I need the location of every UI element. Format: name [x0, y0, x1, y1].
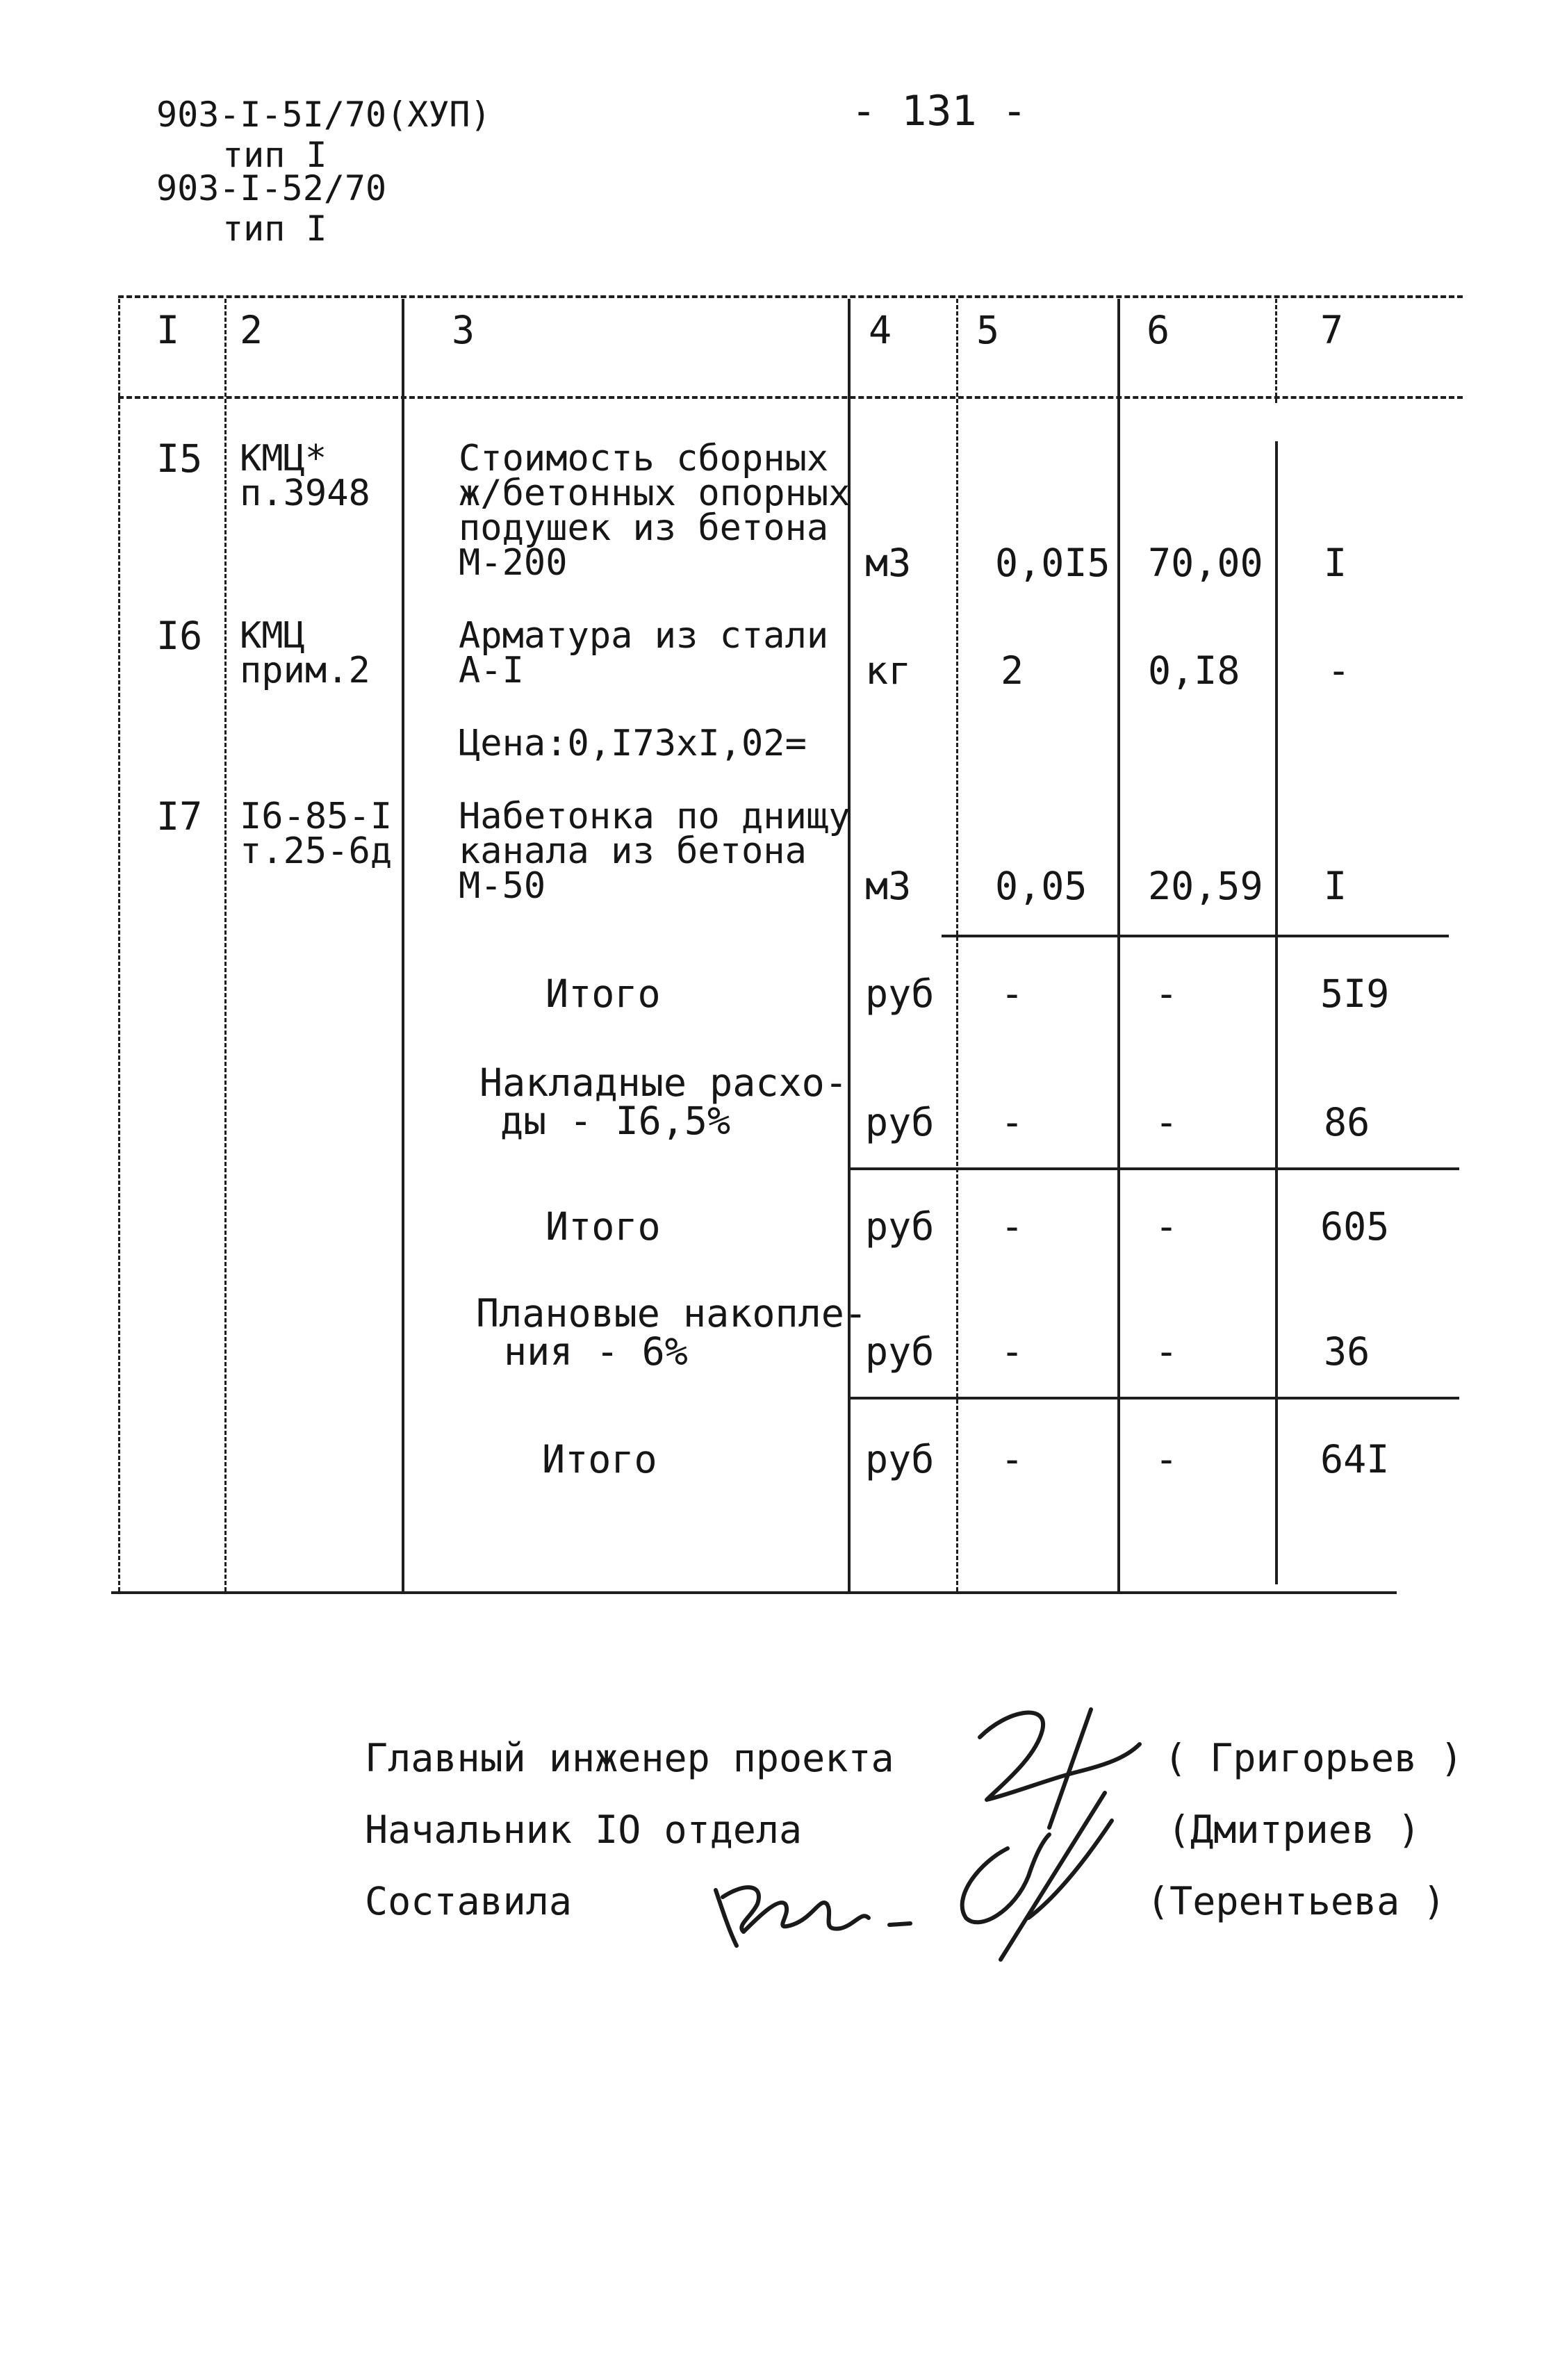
page-number: - 131 - [851, 87, 1027, 136]
col-border-left [118, 299, 120, 1591]
row-description: канала из бетона [459, 830, 807, 872]
row-quantity: 0,05 [995, 864, 1087, 908]
summary-price: - [1155, 1437, 1179, 1482]
summary-quantity: - [1001, 1329, 1024, 1374]
price-note: Цена:0,I73хI,02= [459, 723, 807, 764]
col-num-6: 6 [1147, 308, 1170, 352]
col-border-1 [224, 299, 227, 1591]
row-code: I6-85-I [240, 796, 393, 837]
signatory-name: (Дмитриев ) [1167, 1807, 1421, 1852]
table-top-border [118, 295, 1463, 298]
summary-price: - [1155, 1204, 1179, 1249]
row-total: - [1327, 648, 1351, 693]
row-unit: кг [865, 648, 912, 693]
signatory-title: Главный инженер проекта [365, 1736, 894, 1780]
separator-1 [942, 935, 1449, 937]
col-num-1: I [156, 308, 180, 352]
col-border-6 [1275, 299, 1277, 403]
row-price: 0,I8 [1148, 648, 1240, 693]
summary-unit: руб [865, 1204, 935, 1249]
row-number: I5 [156, 436, 203, 481]
row-description: М-200 [459, 542, 568, 584]
summary-quantity: - [1001, 1437, 1024, 1482]
summary-total: 5I9 [1320, 971, 1390, 1016]
summary-label: Накладные расхо- [479, 1060, 848, 1105]
summary-price: - [1155, 1100, 1179, 1144]
summary-label: Итого [545, 1204, 661, 1249]
col-num-3: 3 [452, 308, 475, 352]
signatory-title: Составила [365, 1879, 573, 1923]
row-code: КМЦ [240, 615, 305, 657]
row-code: п.3948 [240, 473, 370, 514]
summary-unit: руб [865, 1100, 935, 1144]
row-unit: м3 [865, 541, 912, 585]
row-total: I [1324, 864, 1347, 908]
summary-quantity: - [1001, 1204, 1024, 1249]
row-number: I7 [156, 794, 203, 839]
row-price: 20,59 [1148, 864, 1263, 908]
summary-total: 86 [1324, 1100, 1370, 1144]
doc-type-2: тип I [222, 208, 327, 249]
row-quantity: 0,0I5 [995, 541, 1110, 585]
summary-total: 605 [1320, 1204, 1390, 1249]
summary-label: ния - 6% [504, 1329, 688, 1374]
row-description: М-50 [459, 865, 546, 907]
row-code: прим.2 [240, 650, 370, 691]
summary-total: 36 [1324, 1329, 1370, 1374]
separator-3 [848, 1397, 1459, 1400]
row-code: КМЦ* [240, 438, 327, 479]
summary-unit: руб [865, 1437, 935, 1482]
handwritten-signature-dmitriev [924, 1779, 1153, 1973]
summary-label: Плановые накопле- [476, 1291, 867, 1336]
row-code: т.25-6д [240, 830, 393, 872]
row-description: ж/бетонных опорных [459, 473, 851, 514]
summary-price: - [1155, 1329, 1179, 1374]
row-description: Набетонка по днищу [459, 796, 851, 837]
summary-unit: руб [865, 971, 935, 1016]
summary-label: Итого [545, 971, 661, 1016]
summary-label: ды - I6,5% [500, 1099, 731, 1143]
row-unit: м3 [865, 864, 912, 908]
col-border-2 [402, 299, 404, 1591]
table-bottom-border [111, 1591, 1397, 1594]
col-num-5: 5 [976, 308, 1000, 352]
doc-type-1: тип I [222, 135, 327, 175]
row-quantity: 2 [1001, 648, 1024, 693]
doc-code-1: 903-I-5I/70(XУП) [156, 95, 491, 135]
separator-2 [848, 1167, 1459, 1170]
row-description: подушек из бетона [459, 507, 829, 549]
row-number: I6 [156, 614, 203, 658]
row-description: Стоимость сборных [459, 438, 829, 479]
signatory-name: (Терентьева ) [1147, 1879, 1446, 1923]
handwritten-signature-terenteva [702, 1848, 931, 1967]
header-bottom-border [118, 396, 1463, 399]
summary-quantity: - [1001, 1100, 1024, 1144]
col-num-7: 7 [1320, 308, 1344, 352]
summary-quantity: - [1001, 971, 1024, 1016]
col-num-2: 2 [240, 308, 263, 352]
doc-code-2: 903-I-52/70 [156, 168, 387, 208]
summary-unit: руб [865, 1329, 935, 1374]
summary-price: - [1155, 971, 1179, 1016]
signatory-name: ( Григорьев ) [1164, 1736, 1463, 1780]
summary-total: 64I [1320, 1437, 1390, 1482]
row-description: А-I [459, 650, 524, 691]
row-description: Арматура из стали [459, 615, 829, 657]
summary-label: Итого [542, 1437, 657, 1482]
col-num-4: 4 [869, 308, 892, 352]
row-total: I [1324, 541, 1347, 585]
signatory-title: Начальник IO отдела [365, 1807, 803, 1852]
col-border-6b [1275, 441, 1278, 1584]
row-price: 70,00 [1148, 541, 1263, 585]
